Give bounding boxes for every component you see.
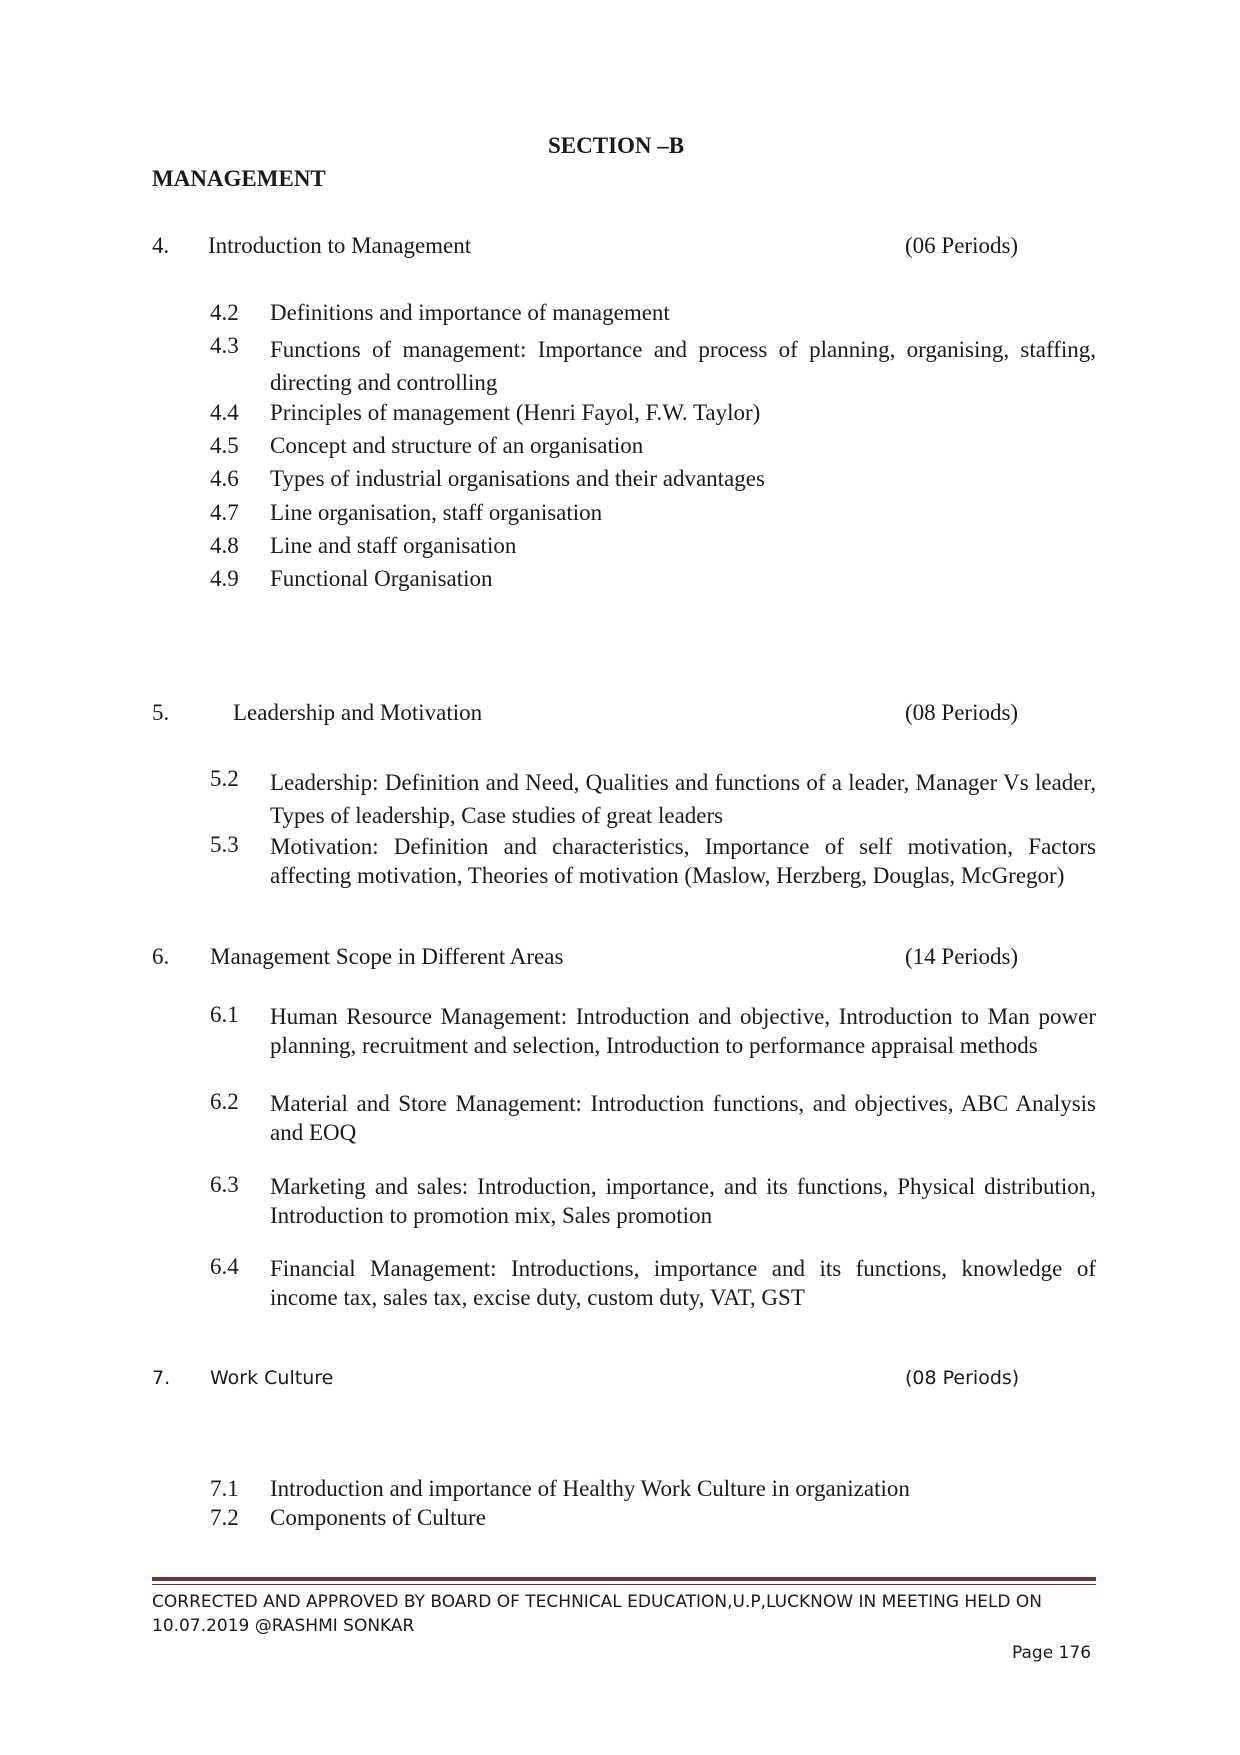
unit-number: 6. xyxy=(152,944,170,969)
unit-number: 5. xyxy=(152,700,170,725)
topic-text: Line organisation, staff organisation xyxy=(270,500,603,525)
topic-number: 7.1 xyxy=(210,1476,239,1501)
unit-periods: (08 Periods) xyxy=(905,1367,1020,1389)
footer-rule-thick xyxy=(152,1577,1096,1581)
topic-text: Types of industrial organisations and their advantages xyxy=(270,466,765,491)
topic-number: 6.2 xyxy=(210,1089,239,1114)
topic-text: Introduction and importance of Healthy Work Culture in organization xyxy=(270,1476,910,1501)
topic-text: Definitions and importance of management xyxy=(270,300,670,325)
topic-text: Motivation: Definition and characteristics, Importance of self motivation, Factors affecting motivation, Theories of motivation (Maslow, Herzberg, Douglas, McGregor) xyxy=(270,834,1096,888)
topic-text: Leadership: Definition and Need, Qualities and functions of a leader, Manager Vs leader, Types of leadership, Case studies of great leaders xyxy=(270,770,1096,828)
unit-periods: (06 Periods) xyxy=(905,233,1019,258)
unit-number: 4. xyxy=(152,233,170,258)
topic-text: Components of Culture xyxy=(270,1505,486,1530)
topic-text: Functional Organisation xyxy=(270,566,493,591)
topic-text: Principles of management (Henri Fayol, F.W. Taylor) xyxy=(270,400,761,425)
unit-number: 7. xyxy=(152,1367,171,1389)
topic-number: 7.2 xyxy=(210,1505,239,1530)
topic-number: 5.2 xyxy=(210,766,239,791)
topic-text: Concept and structure of an organisation xyxy=(270,433,644,458)
topic-number: 6.3 xyxy=(210,1172,239,1197)
topic-number: 6.4 xyxy=(210,1254,239,1279)
page-number: Page 176 xyxy=(1012,1643,1092,1663)
unit-periods: (14 Periods) xyxy=(905,944,1019,969)
unit-title: Leadership and Motivation xyxy=(233,700,483,725)
topic-number: 4.9 xyxy=(210,566,239,591)
topic-number: 4.8 xyxy=(210,533,239,558)
footer-note: CORRECTED AND APPROVED BY BOARD OF TECHNICAL EDUCATION,U.P,LUCKNOW IN MEETING HELD ON 10.07.2019 @RASHMI SONKAR xyxy=(152,1592,1043,1636)
topic-text: Human Resource Management: Introduction and objective, Introduction to Man power planning, recruitment and selection, Introduction to performance appraisal methods xyxy=(270,1004,1096,1058)
unit-title: Work Culture xyxy=(210,1367,334,1389)
topic-text: Financial Management: Introductions, importance and its functions, knowledge of income tax, sales tax, excise duty, custom duty, VAT, GST xyxy=(270,1256,1096,1310)
unit-title: Management Scope in Different Areas xyxy=(210,944,564,969)
unit-periods: (08 Periods) xyxy=(905,700,1019,725)
topic-number: 5.3 xyxy=(210,832,239,857)
unit-title: Introduction to Management xyxy=(208,233,472,258)
topic-number: 4.7 xyxy=(210,500,239,525)
topic-text: Functions of management: Importance and process of planning, organising, staffing, directing and controlling xyxy=(270,337,1096,395)
subject-title: MANAGEMENT xyxy=(152,166,326,191)
topic-number: 4.4 xyxy=(210,400,239,425)
topic-number: 4.3 xyxy=(210,333,239,358)
section-title: SECTION –B xyxy=(548,133,685,158)
topic-number: 4.5 xyxy=(210,433,239,458)
topic-text: Line and staff organisation xyxy=(270,533,517,558)
topic-number: 4.2 xyxy=(210,300,239,325)
topic-text: Material and Store Management: Introduction functions, and objectives, ABC Analysis and EOQ xyxy=(270,1091,1096,1145)
topic-number: 4.6 xyxy=(210,466,239,491)
topic-text: Marketing and sales: Introduction, importance, and its functions, Physical distribution, Introduction to promotion mix, Sales promotion xyxy=(270,1174,1096,1228)
topic-number: 6.1 xyxy=(210,1002,239,1027)
footer-rule-thin xyxy=(152,1584,1096,1585)
